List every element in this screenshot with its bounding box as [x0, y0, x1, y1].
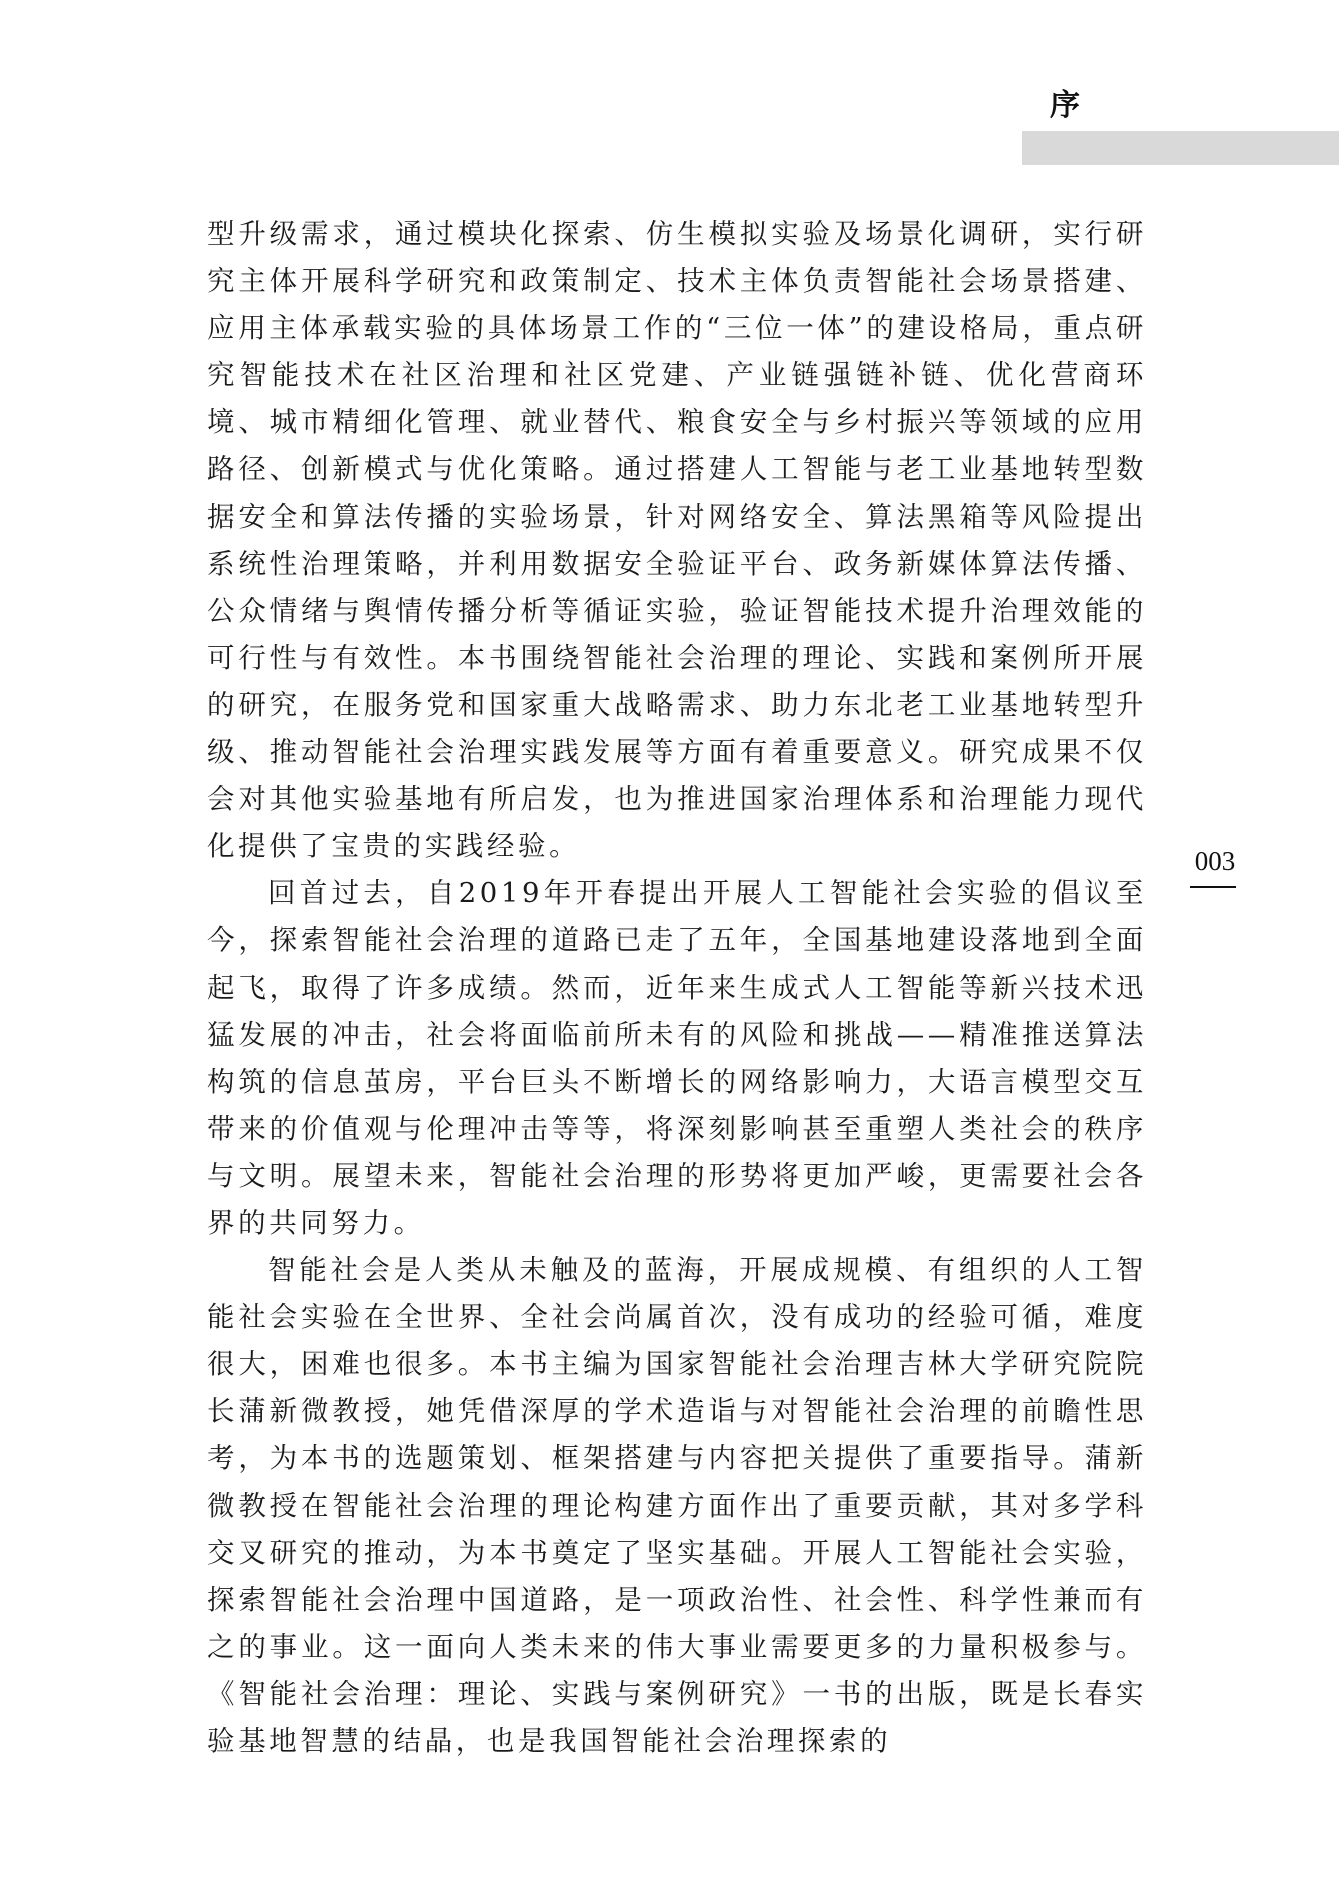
- page-number: 003: [1194, 846, 1236, 876]
- body-text: [207, 211, 1147, 1765]
- page-number-rule: [1190, 886, 1236, 888]
- paragraph-review: 回首过去，自2019年开春提出开展人工智能社会实验的倡议至今，探索智能社会治理的道路已走了五年，全国基地建设落地到全面起飞，取得了许多成绩。然而，近年来生成式人工智能等新兴技术迅猛发展的冲击，社会将面临前所未有的风险和挑战——精准推送算法构筑的信息茧房，平台巨头不断增长的网络影响力，大语言模型交互带来的价值观与伦理冲击等等，将深刻影响甚至重塑人类社会的秩序与文明。展望未来，智能社会治理的形势将更加严峻，更需要社会各界的共同努力。: [207, 877, 1147, 1239]
- paragraph-continued: 型升级需求，通过模块化探索、仿生模拟实验及场景化调研，实行研究主体开展科学研究和政策制定、技术主体负责智能社会场景搭建、应用主体承载实验的具体场景工作的“三位一体”的建设格局，重点研究智能技术在社区治理和社区党建、产业链强链补链、优化营商环境、城市精细化管理、就业替代、粮食安全与乡村振兴等领域的应用路径、创新模式与优化策略。通过搭建人工智能与老工业基地转型数据安全和算法传播的实验场景，针对网络安全、算法黑箱等风险提出系统性治理策略，并利用数据安全验证平台、政务新媒体算法传播、公众情绪与舆情传播分析等循证实验，验证智能技术提升治理效能的可行性与有效性。本书围绕智能社会治理的理论、实践和案例所开展的研究，在服务党和国家重大战略需求、助力东北老工业基地转型升级、推动智能社会治理实践发展等方面有着重要意义。研究成果不仅会对其他实验基地有所启发，也为推进国家治理体系和治理能力现代化提供了宝贵的实践经验。: [207, 218, 1147, 863]
- header-band: [1022, 131, 1339, 165]
- paragraph-intelligent-society: 智能社会是人类从未触及的蓝海，开展成规模、有组织的人工智能社会实验在全世界、全社会尚属首次，没有成功的经验可循，难度很大，困难也很多。本书主编为国家智能社会治理吉林大学研究院院长蒲新微教授，她凭借深厚的学术造诣与对智能社会治理的前瞻性思考，为本书的选题策划、框架搭建与内容把关提供了重要指导。蒲新微教授在智能社会治理的理论构建方面作出了重要贡献，其对多学科交叉研究的推动，为本书奠定了坚实基础。开展人工智能社会实验，探索智能社会治理中国道路，是一项政治性、社会性、科学性兼而有之的事业。这一面向人类未来的伟大事业需要更多的力量积极参与。《智能社会治理：理论、实践与案例研究》一书的出版，既是长春实验基地智慧的结晶，也是我国智能社会治理探索的: [207, 1254, 1147, 1757]
- section-title: 序: [1050, 88, 1080, 123]
